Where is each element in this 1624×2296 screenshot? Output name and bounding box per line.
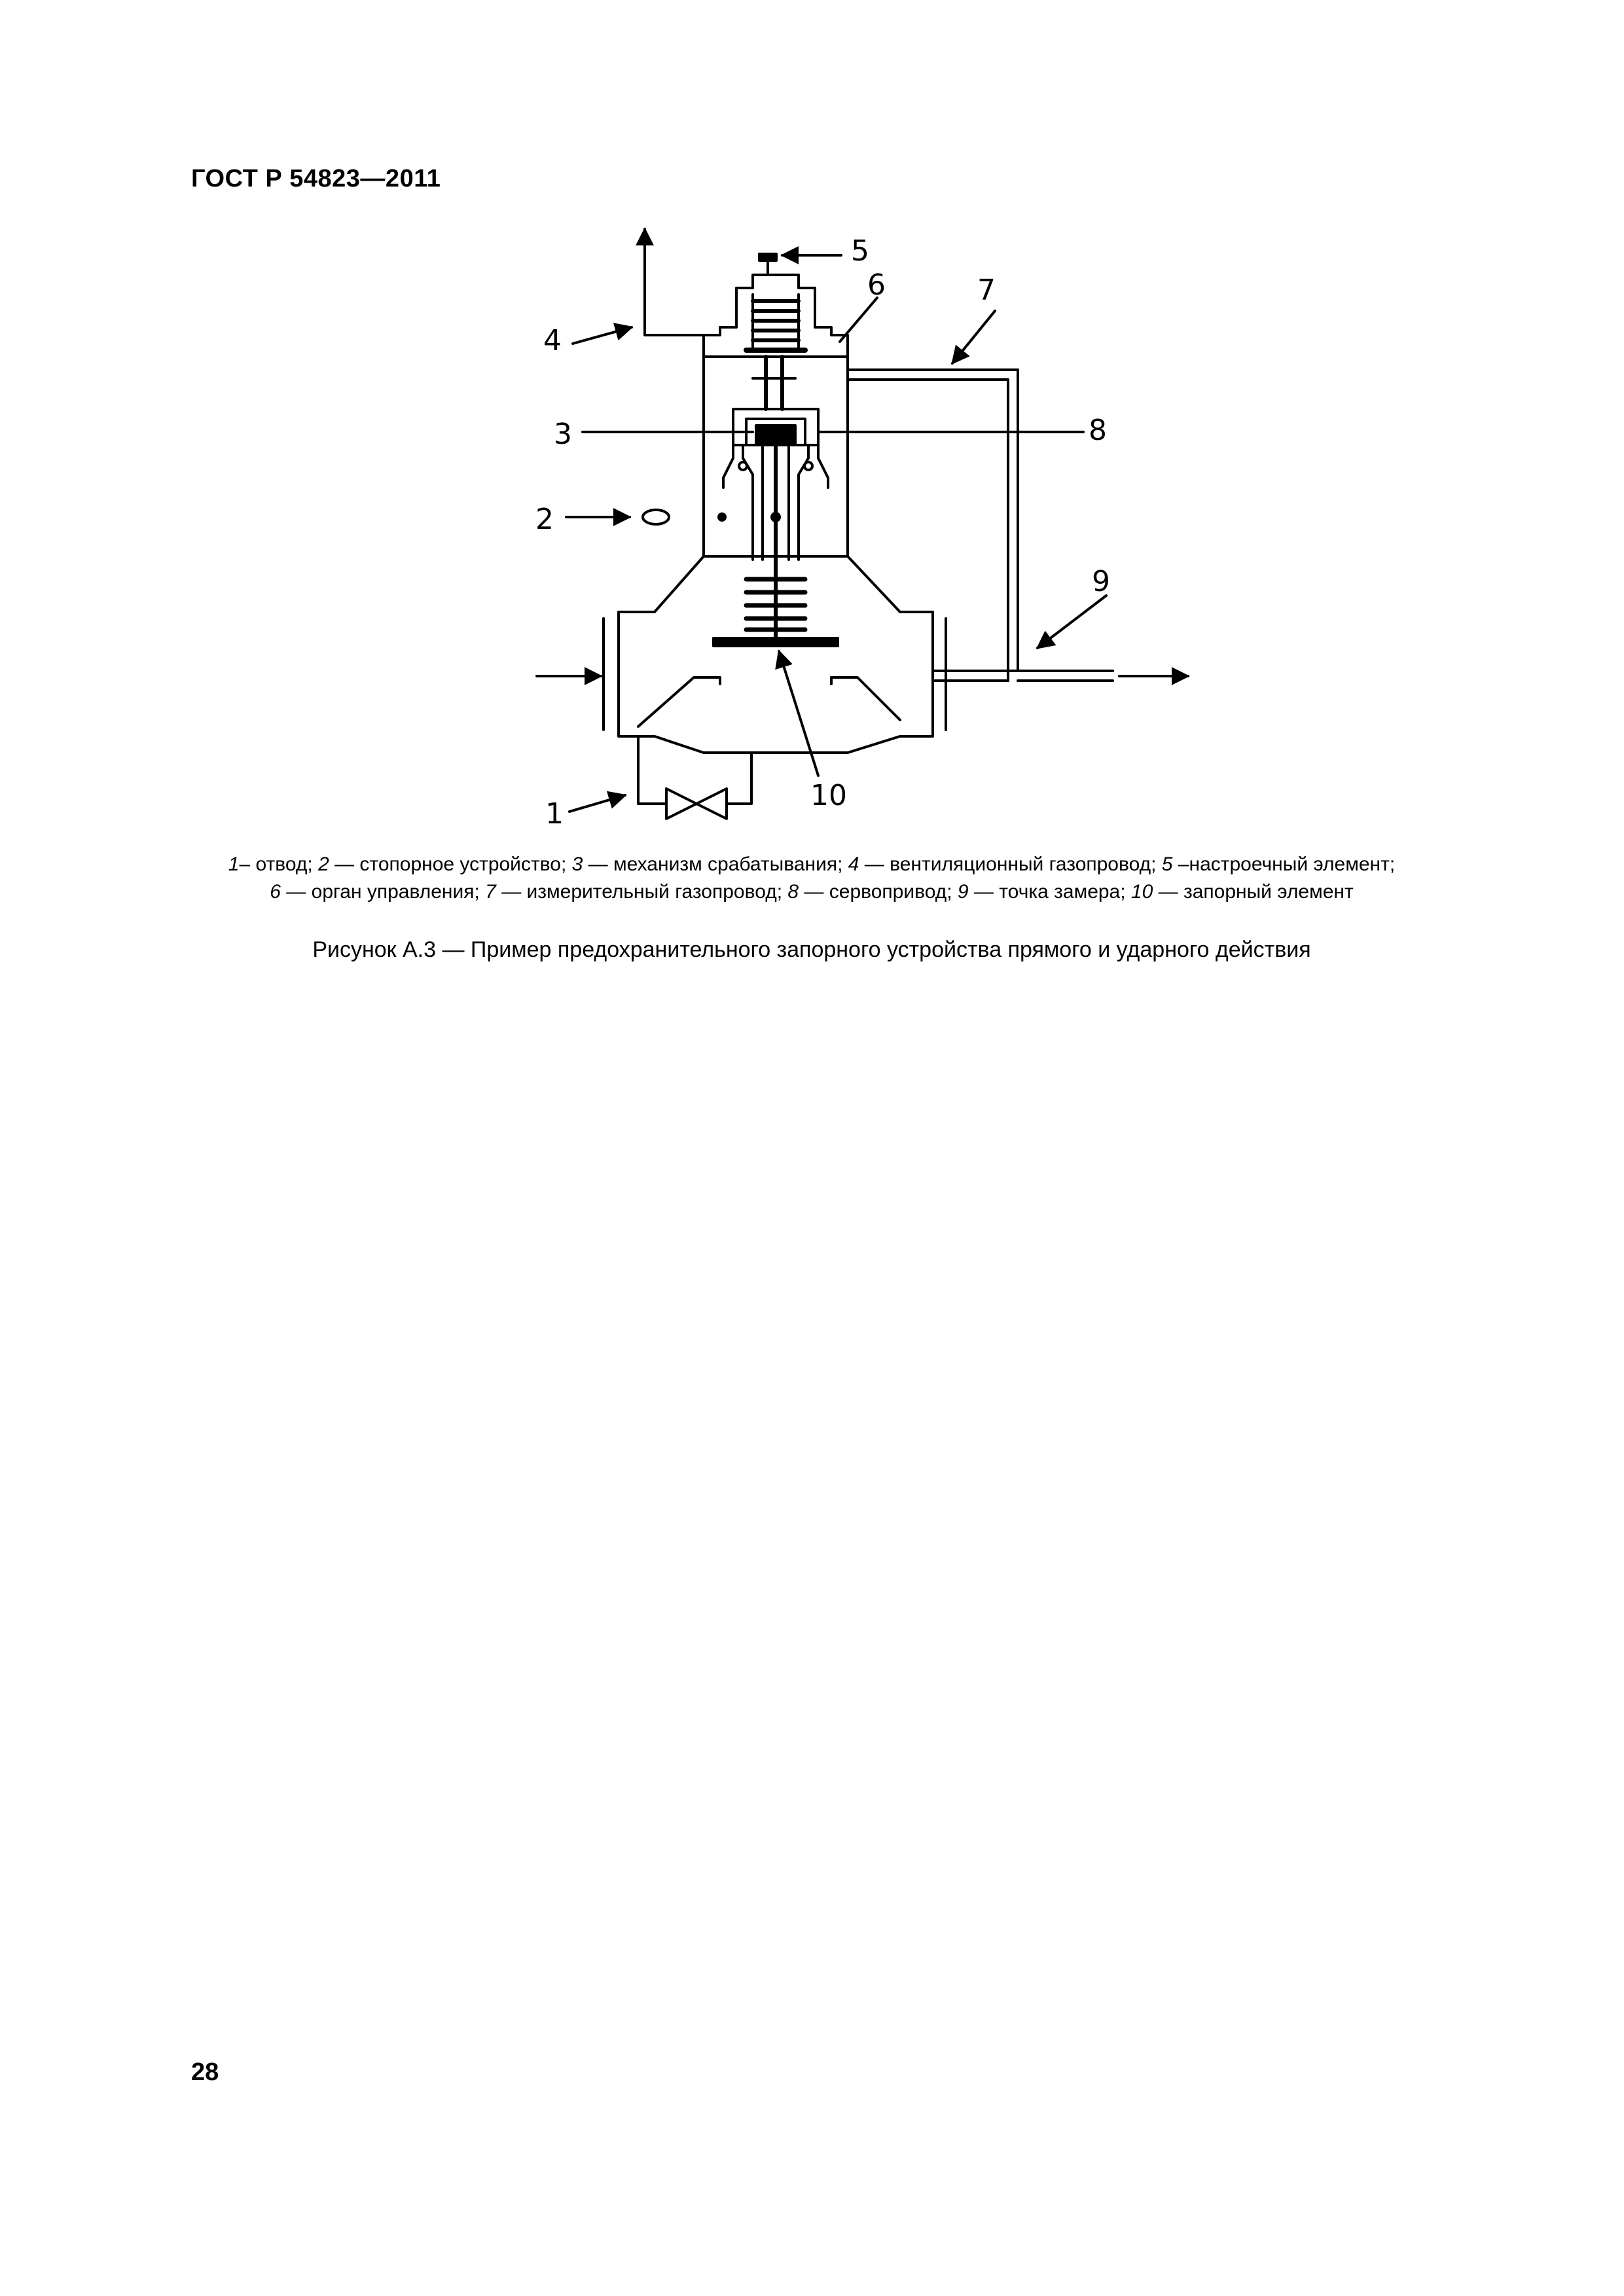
legend-num: 8 [787, 881, 799, 903]
callout-1: 1 [545, 797, 564, 831]
legend-text: — вентиляционный газопровод; [859, 853, 1162, 875]
measuring-line [848, 370, 1113, 681]
legend-text: – отвод; [239, 853, 319, 875]
legend-num: 9 [957, 881, 969, 903]
legend-text: — механизм срабатывания; [583, 853, 848, 875]
legend-text: — точка замера; [968, 881, 1131, 903]
callout-9: 9 [1092, 565, 1110, 598]
callout-2: 2 [535, 503, 554, 536]
callout-4: 4 [543, 324, 562, 357]
legend-text: — запорный элемент [1153, 881, 1354, 903]
vent-pipe [645, 229, 704, 335]
legend-num: 10 [1130, 881, 1153, 903]
callout-7: 7 [977, 274, 996, 307]
legend-num: 1 [228, 853, 240, 875]
adjusting-element [759, 254, 776, 275]
legend-text: — стопорное устройство; [329, 853, 572, 875]
callout-5: 5 [851, 234, 869, 268]
legend-num: 3 [571, 853, 583, 875]
callout-8: 8 [1089, 414, 1107, 447]
page-number: 28 [191, 2058, 219, 2086]
legend-line-2 [164, 878, 1460, 906]
legend-num: 4 [848, 853, 859, 875]
legend-num: 2 [318, 853, 329, 875]
servo-body [704, 357, 848, 638]
legend-text: — орган управления; [280, 881, 486, 903]
callout-10: 10 [810, 779, 847, 812]
legend-line-1 [164, 851, 1460, 878]
control-housing [704, 275, 848, 357]
callout-6: 6 [867, 268, 886, 302]
figure-legend [164, 851, 1460, 906]
document-header: ГОСТ Р 54823—2011 [191, 165, 441, 192]
callout-3: 3 [554, 418, 572, 451]
legend-num: 6 [270, 881, 281, 903]
legend-text: — сервопривод; [799, 881, 958, 903]
figure-caption: Рисунок А.3 — Пример предохранительного запорного устройства прямого и ударного действия [312, 937, 1311, 962]
legend-text: — измерительный газопровод; [496, 881, 788, 903]
legend-text: –настроечный элемент; [1172, 853, 1396, 875]
legend-num: 5 [1161, 853, 1173, 875]
valve-diagram [511, 216, 1204, 838]
legend-num: 7 [485, 881, 496, 903]
